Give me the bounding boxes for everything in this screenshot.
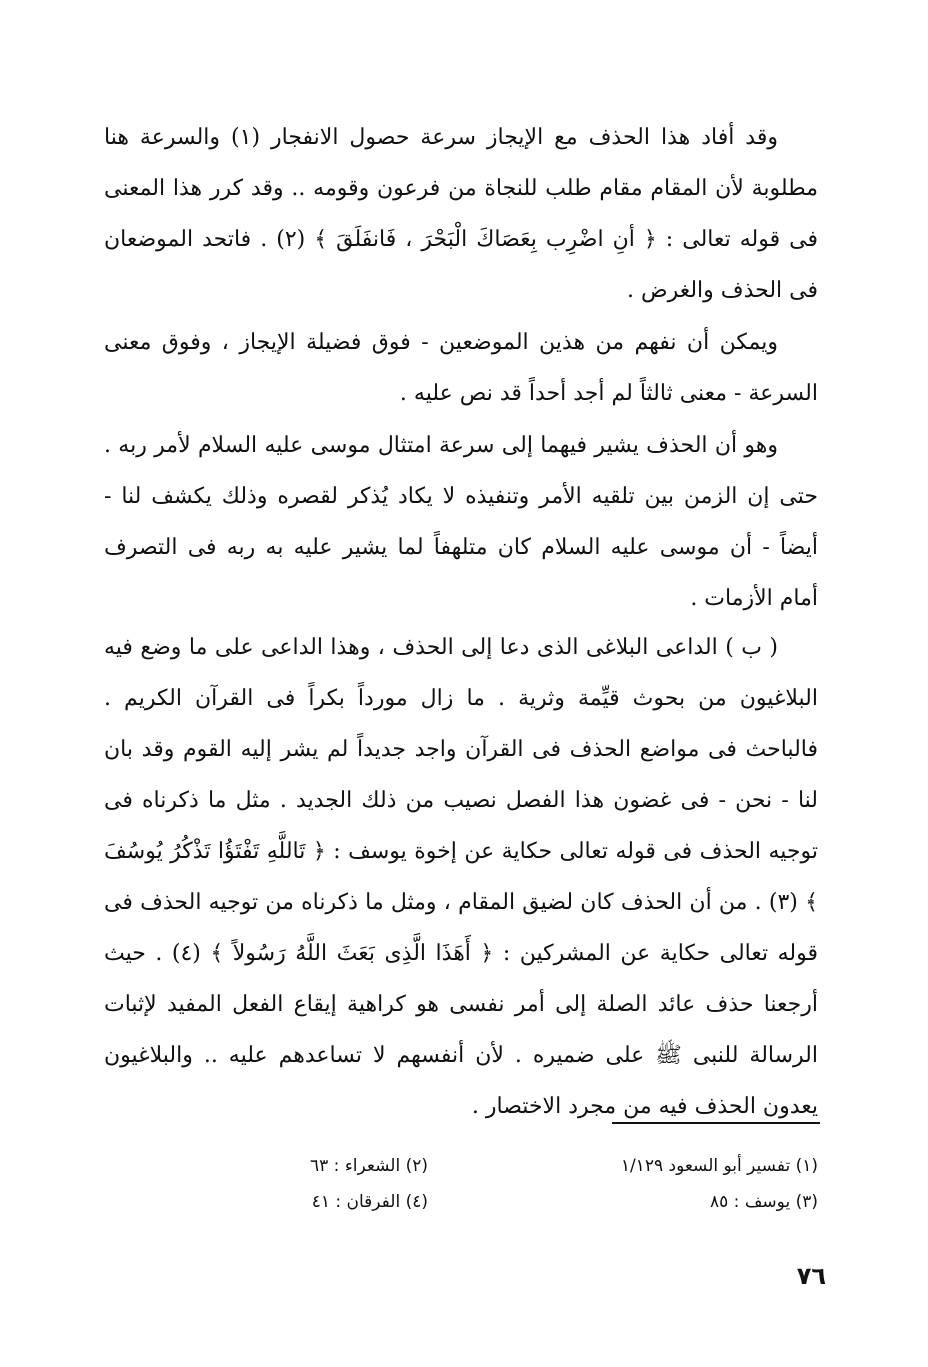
paragraph-3-text: وهو أن الحذف يشير فيهما إلى سرعة امتثال موسى عليه السلام لأمر ربه . حتى إن الزمن بين تلقيه الأمر وتنفيذه لا يكاد يُذكر لقصره وذلك يكشف لنا - أيضاً - أن موسى عليه السلام كان متلهفاً لما يشير عليه به ربه فى التصرف أمام الأزمات . <box>104 433 818 611</box>
footnote-3: (٣) يوسف : ٨٥ <box>710 1192 818 1212</box>
footnotes <box>100 1148 818 1220</box>
footnote-row <box>100 1184 818 1220</box>
paragraph-2-text: ويمكن أن نفهم من هذين الموضعين - فوق فضيلة الإيجاز ، وفوق معنى السرعة - معنى ثالثاً لم أجد أحداً قد نص عليه . <box>104 330 818 406</box>
footnote-1: (١) تفسير أبو السعود ١/١٢٩ <box>620 1156 818 1176</box>
paragraph-1 <box>104 112 818 316</box>
paragraph-4-text: ( ب ) الداعى البلاغى الذى دعا إلى الحذف ، وهذا الداعى على ما وضع فيه البلاغيون من بحوث قيِّمة وثرية . ما زال مورداً بكراً فى القرآن الكريم . فالباحث فى مواضع الحذف فى القرآن واجد جديداً لم يشر إليه القوم وقد بان لنا - نحن - فى غضون هذا الفصل نصيب من ذلك الجديد . مثل ما ذكرناه فى توجيه الحذف فى قوله تعالى حكاية عن إخوة يوسف : ﴿ تَاللَّهِ تَفْتَؤُا تَذْكُرُ يُوسُفَ ﴾ (٣) . من أن الحذف كان لضيق المقام ، ومثل ما ذكرناه من توجيه الحذف فى قوله تعالى حكاية عن المشركين : ﴿ أَهَذَا الَّذِى بَعَثَ اللَّهُ رَسُولاً ﴾ (٤) . حيث أرجعنا حذف عائد الصلة إلى أمر نفسى هو كراهية إيقاع الفعل المفيد لإثبات الرسالة للنبى ﷺ على ضميره . لأن أنفسهم لا تساعدهم عليه .. والبلاغيون يعدون الحذف فيه من مجرد الاختصار . <box>104 635 819 1119</box>
paragraph-4 <box>104 622 818 1132</box>
page-number: ٧٦ <box>796 1262 826 1290</box>
footnote-row <box>100 1148 818 1184</box>
paragraph-3 <box>104 420 818 624</box>
paragraph-2 <box>104 317 818 419</box>
footnote-divider <box>612 1122 820 1124</box>
paragraph-1-text: وقد أفاد هذا الحذف مع الإيجاز سرعة حصول الانفجار (١) والسرعة هنا مطلوبة لأن المقام مقام طلب للنجاة من فرعون وقومه .. وقد كرر هذا المعنى فى قوله تعالى : ﴿ أنِ اضْرِب بِعَصَاكَ الْبَحْرَ ، فَانفَلَقَ ﴾ (٢) . فاتحد الموضعان فى الحذف والغرض . <box>104 125 819 303</box>
footnote-4: (٤) الفرقان : ٤١ <box>311 1192 428 1212</box>
footnote-2: (٢) الشعراء : ٦٣ <box>310 1156 428 1176</box>
